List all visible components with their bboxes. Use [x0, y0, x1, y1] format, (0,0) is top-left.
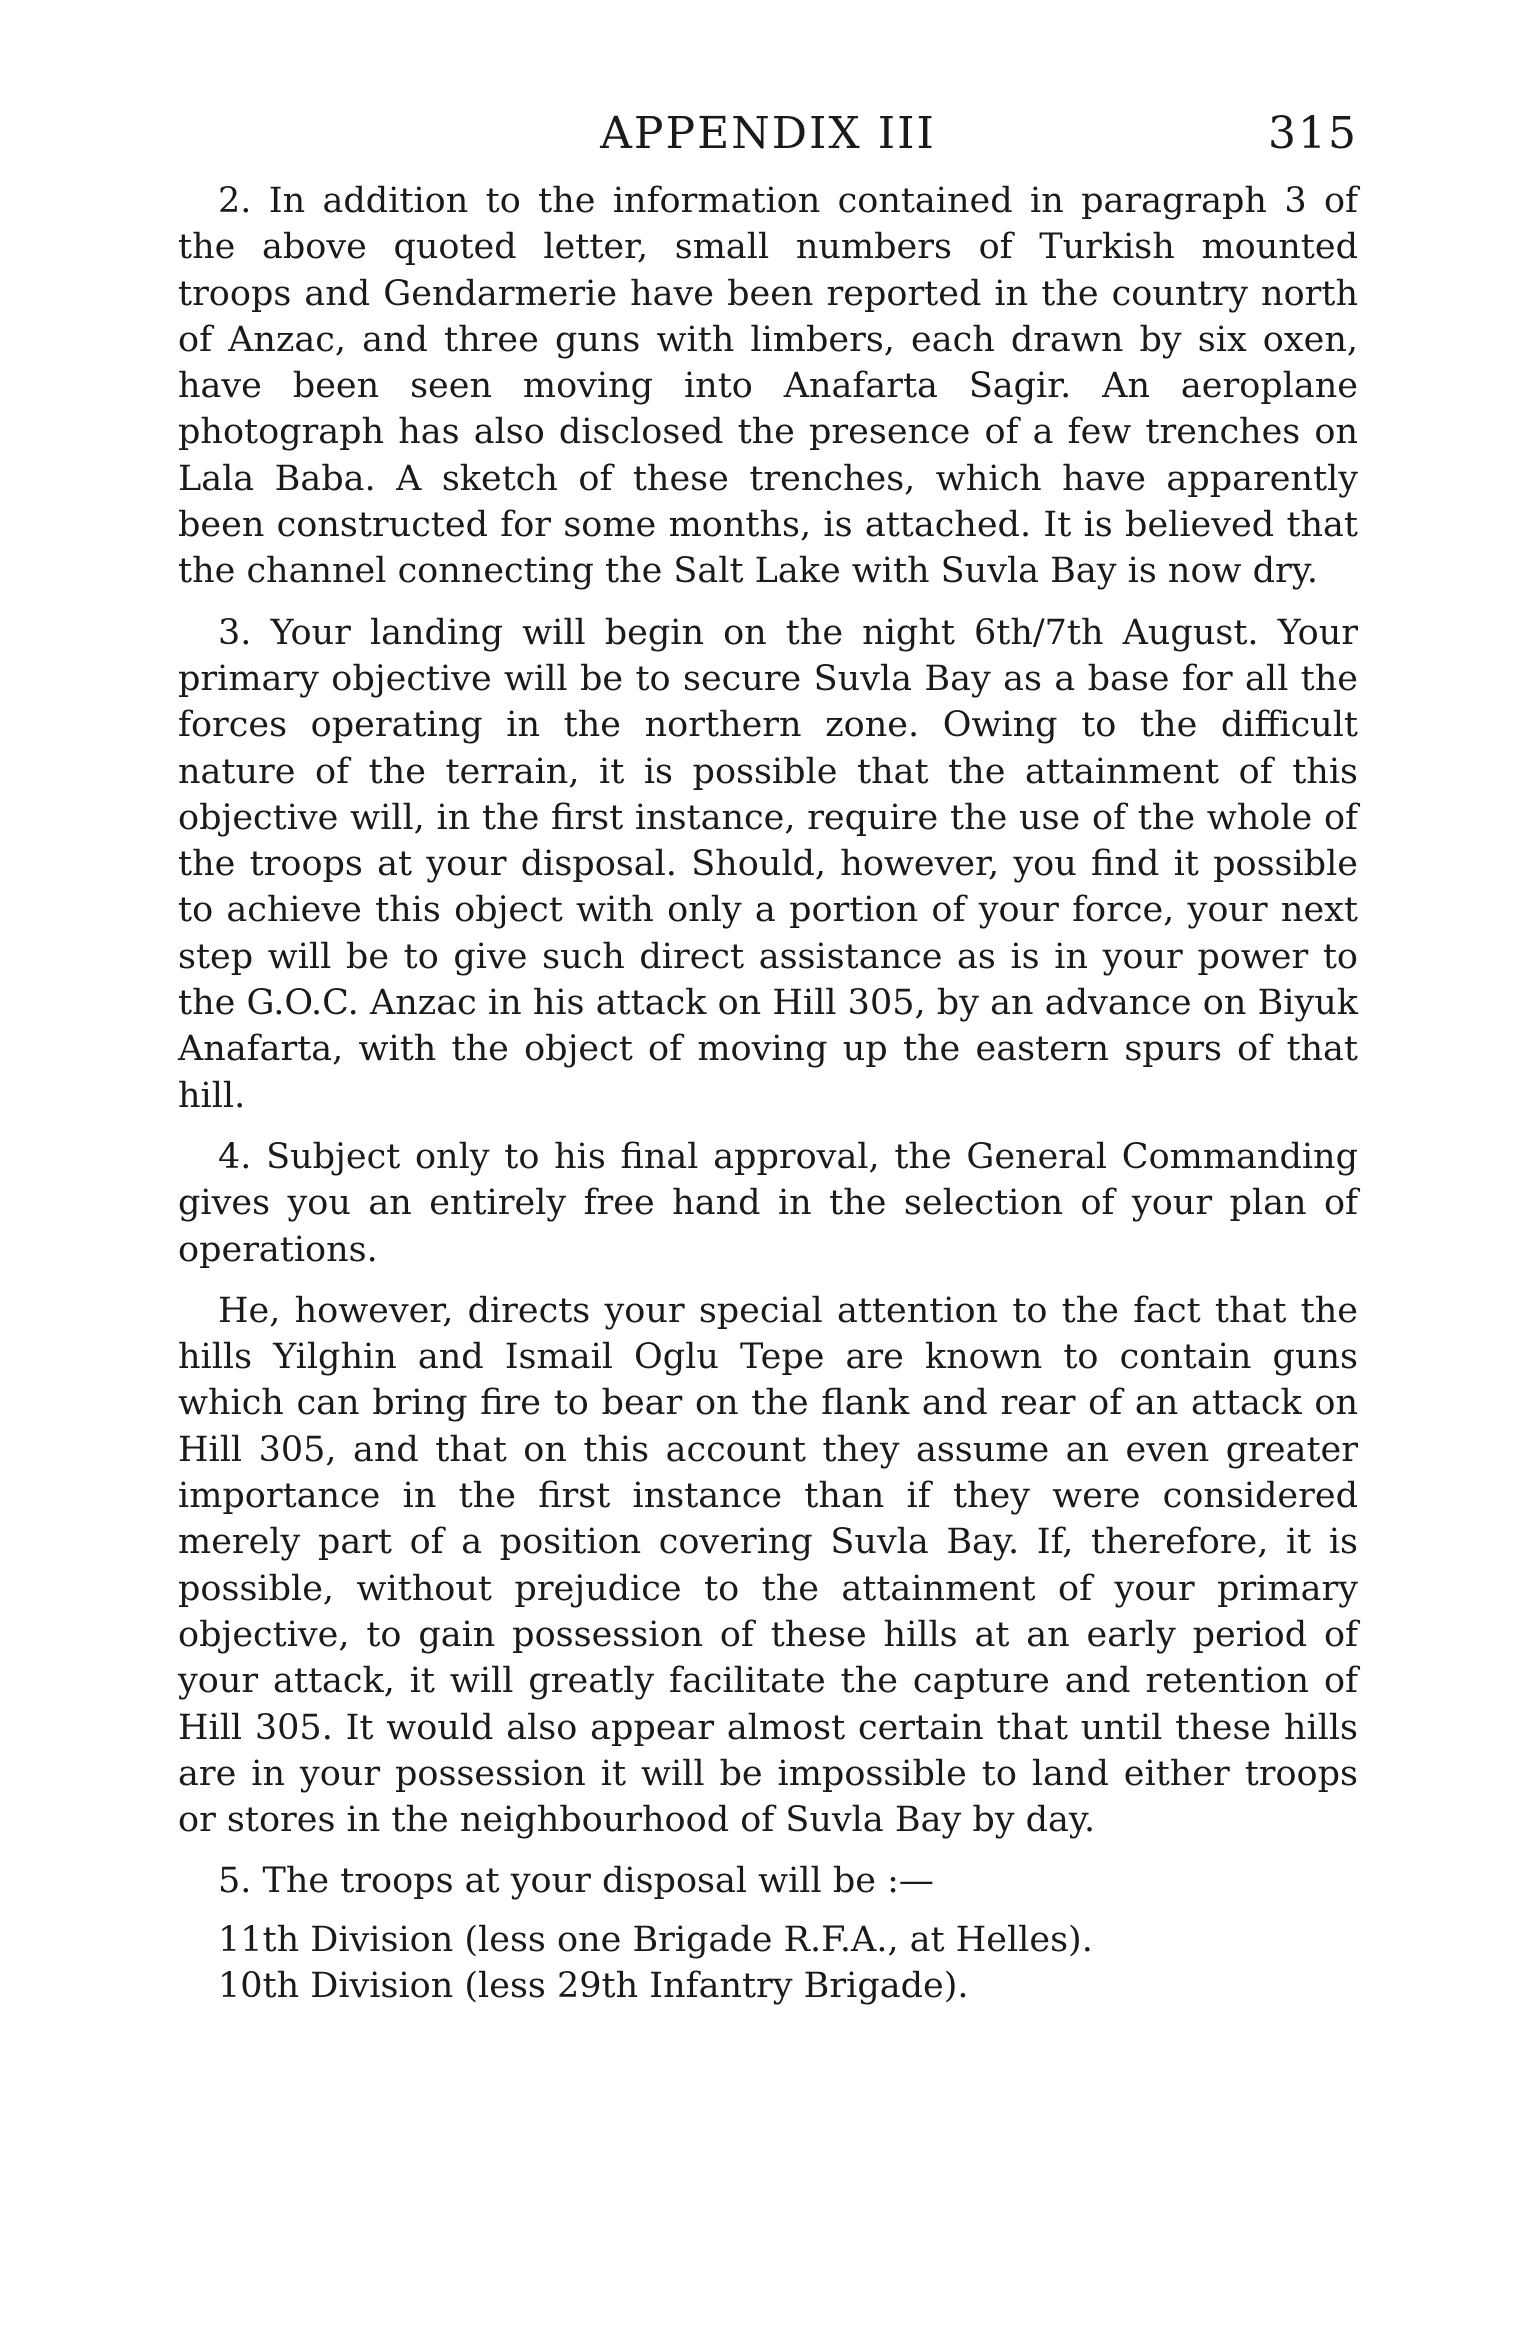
- paragraph-4: 4. Subject only to his final approval, the General Commanding gives you an entirely free hand in the selection of your plan of operations.: [178, 1136, 1358, 1270]
- troop-list-item: 11th Division (less one Brigade R.F.A., at Helles).: [218, 1919, 1093, 1960]
- book-page: [178, 108, 1358, 2009]
- running-head: [178, 108, 1358, 178]
- paragraph-4-continued: He, however, directs your special attention to the fact that the hills Yilghin and Ismail Oglu Tepe are known to contain guns which can bring fire to bear on the flank and rear of an attack on Hill 305, and that on this account they assume an even greater importance in the first instance than if they were considered merely part of a position covering Suvla Bay. If, therefore, it is possible, without prejudice to the attainment of your primary objective, to gain possession of these hills at an early period of your attack, it will greatly facilitate the capture and retention of Hill 305. It would also appear almost certain that until these hills are in your possession it will be impossible to land either troops or stores in the neighbourhood of Suvla Bay by day.: [178, 1290, 1358, 1841]
- paragraph-5: 5. The troops at your disposal will be :—: [218, 1861, 934, 1902]
- body-text: [178, 178, 1358, 2009]
- paragraph-3: 3. Your landing will begin on the night 6th/7th August. Your primary objective will be to secure Suvla Bay as a base for all the forces operating in the northern zone. Owing to the difficult nature of the terrain, it is possible that the attainment of this objective will, in the first instance, require the use of the whole of the troops at your disposal. Should, however, you find it possible to achieve this object with only a portion of your force, your next step will be to give such direct assistance as is in your power to the G.O.C. Anzac in his attack on Hill 305, by an advance on Biyuk Anafarta, with the object of moving up the eastern spurs of that hill.: [178, 612, 1358, 1116]
- page-title: APPENDIX III: [600, 108, 936, 159]
- troop-list-item: 10th Division (less 29th Infantry Brigade).: [218, 1965, 969, 2006]
- paragraph-2: 2. In addition to the information contained in paragraph 3 of the above quoted letter, small numbers of Turkish mounted troops and Gendarmerie have been reported in the country north of Anzac, and three guns with limbers, each drawn by six oxen, have been seen moving into Anafarta Sagir. An aeroplane photograph has also disclosed the presence of a few trenches on Lala Baba. A sketch of these trenches, which have apparently been constructed for some months, is attached. It is believed that the channel connecting the Salt Lake with Suvla Bay is now dry.: [178, 181, 1358, 592]
- page-number: 315: [1268, 108, 1358, 159]
